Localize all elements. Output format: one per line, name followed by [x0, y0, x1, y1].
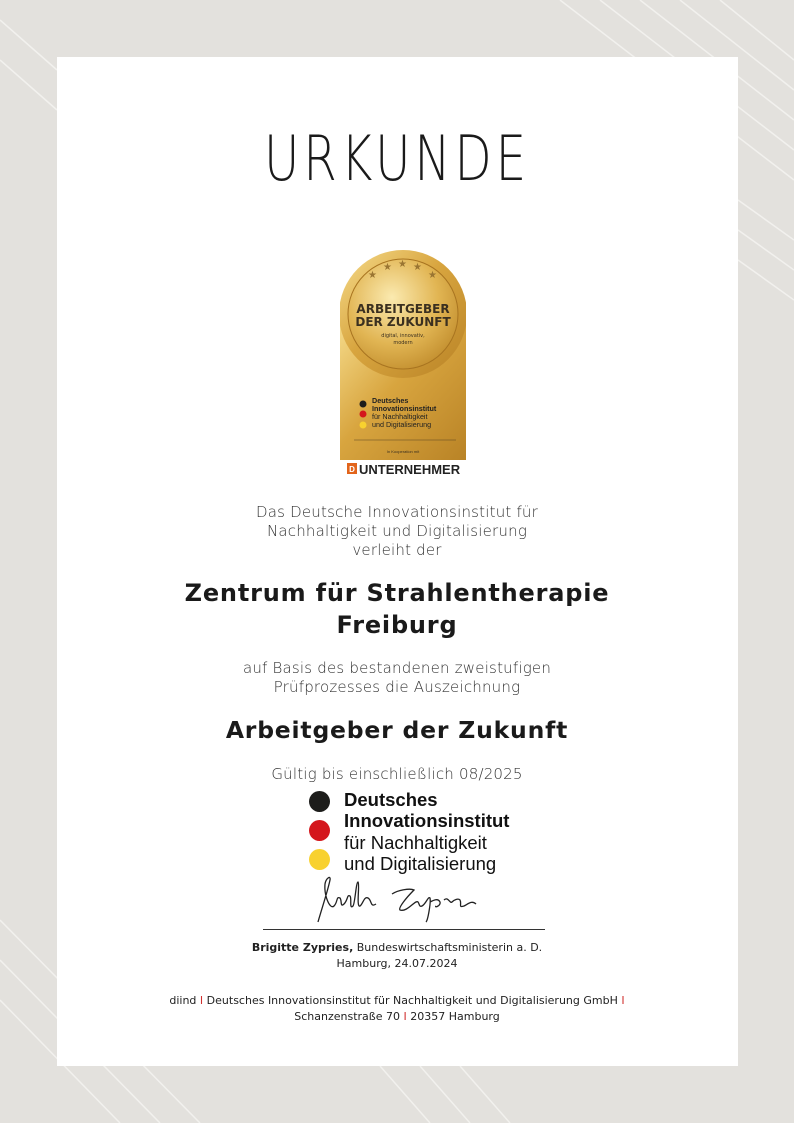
red-dot-icon	[309, 820, 330, 841]
award-title: Arbeitgeber der Zukunft	[225, 716, 569, 744]
institute-logo	[307, 788, 547, 878]
validity-text: Gültig bis einschließlich 08/2025	[271, 765, 523, 783]
seal-line1: ARBEITGEBER	[356, 302, 450, 316]
intro-text	[0, 503, 794, 560]
svg-text:★: ★	[428, 270, 437, 281]
seal-inst4: und Digitalisierung	[372, 420, 432, 429]
signatory-role: Bundeswirtschaftsministerin a. D.	[356, 941, 543, 954]
footer-city: 20357 Hamburg	[410, 1010, 500, 1023]
logo-line-1: Deutsches	[344, 789, 438, 810]
intro-line-3: verleiht der	[352, 541, 442, 559]
basis-line-2: Prüfprozesses die Auszeichnung	[273, 678, 521, 696]
signature-place-date: Hamburg, 24.07.2024	[336, 957, 458, 970]
certificate-title: URKUNDE	[263, 122, 531, 195]
svg-text:★: ★	[368, 270, 377, 281]
footer-street: Schanzenstraße 70	[294, 1010, 400, 1023]
seal-koop: In Kooperation mit	[386, 449, 420, 454]
logo-line-4: und Digitalisierung	[344, 853, 497, 874]
seal-inst1: Deutsches	[372, 396, 409, 405]
intro-line-1: Das Deutsche Innovationsinstitut für	[255, 503, 539, 521]
black-dot-icon	[309, 791, 330, 812]
seal-inst3: für Nachhaltigkeit	[372, 412, 428, 421]
seal-partner: UNTERNEHMER	[359, 462, 461, 477]
footer-company: Deutsches Innovationsinstitut für Nachhaltigkeit und Digitalisierung GmbH	[206, 994, 618, 1007]
basis-line-1: auf Basis des bestandenen zweistufigen	[242, 659, 552, 677]
seal-tagline2: modern	[393, 340, 413, 346]
signatory-name: Brigitte Zypries,	[251, 941, 354, 954]
recipient-line-2: Freiburg	[336, 611, 458, 639]
signature-line	[263, 929, 545, 930]
svg-text:D: D	[349, 465, 355, 474]
basis-text	[0, 659, 794, 697]
award-seal	[340, 248, 466, 486]
footer-separator: I	[403, 1010, 407, 1023]
seal-line2: DER ZUKUNFT	[355, 315, 451, 329]
footer-separator: I	[621, 994, 625, 1007]
svg-text:★: ★	[413, 262, 422, 273]
svg-text:★: ★	[398, 259, 407, 270]
svg-text:★: ★	[383, 262, 392, 273]
intro-line-2: Nachhaltigkeit und Digitalisierung	[266, 522, 528, 540]
footer	[0, 993, 794, 1025]
footer-abbr: diind	[169, 994, 197, 1007]
recipient-name	[0, 577, 794, 641]
logo-line-3: für Nachhaltigkeit	[344, 832, 487, 853]
signatory	[0, 940, 794, 972]
yellow-dot-icon	[309, 849, 330, 870]
seal-tagline1: digital, innovativ,	[381, 333, 425, 339]
seal-inst2: Innovationsinstitut	[372, 404, 437, 413]
recipient-line-1: Zentrum für Strahlentherapie	[184, 579, 610, 607]
logo-line-2: Innovationsinstitut	[344, 810, 510, 831]
handwritten-signature	[300, 870, 500, 930]
footer-separator: I	[199, 994, 204, 1007]
